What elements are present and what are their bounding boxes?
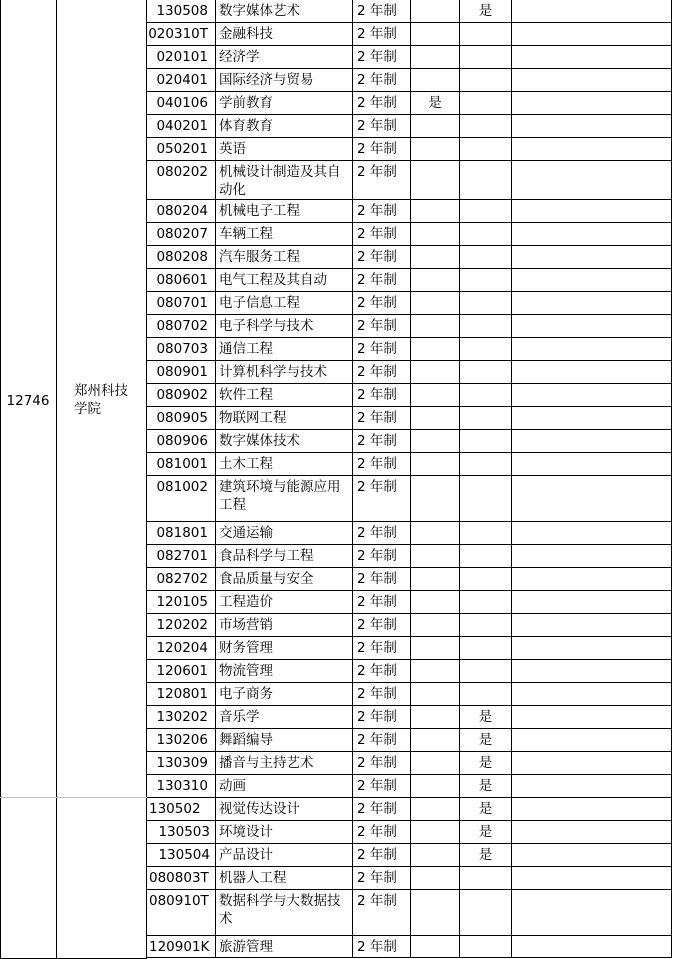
- program-length: 2 年制: [357, 893, 397, 909]
- grid-line: [146, 452, 672, 453]
- program-length: 2 年制: [357, 433, 397, 449]
- grid-line: [146, 268, 672, 269]
- program-length: 2 年制: [357, 456, 397, 472]
- major-code: 130508: [156, 3, 208, 19]
- major-name: 交通运输: [219, 525, 273, 541]
- major-name: 食品科学与工程: [219, 548, 314, 564]
- grid-line: [146, 68, 672, 69]
- flag-b: 是: [478, 824, 493, 840]
- grid-line: [352, 0, 353, 958]
- program-length: 2 年制: [357, 755, 397, 771]
- program-length: 2 年制: [357, 341, 397, 357]
- grid-line: [146, 337, 672, 338]
- grid-line: [146, 383, 672, 384]
- program-length: 2 年制: [357, 640, 397, 656]
- program-length: 2 年制: [357, 847, 397, 863]
- flag-a: 是: [428, 95, 442, 111]
- major-code: 081001: [156, 456, 208, 472]
- grid-line: [215, 0, 216, 958]
- grid-line: [146, 843, 672, 844]
- grid-line: [146, 160, 672, 161]
- grid-line: [146, 360, 672, 361]
- major-name: 舞蹈编导: [219, 732, 273, 748]
- major-name: 财务管理: [219, 640, 273, 656]
- program-length: 2 年制: [357, 387, 397, 403]
- grid-line: [410, 0, 411, 958]
- program-length: 2 年制: [357, 686, 397, 702]
- major-code: 080902: [156, 387, 208, 403]
- major-code: 020310T: [148, 26, 208, 42]
- major-name: 建筑环境与能源应用工程: [219, 479, 341, 513]
- program-length: 2 年制: [357, 732, 397, 748]
- major-code: 130502: [149, 801, 201, 817]
- major-name: 国际经济与贸易: [219, 72, 314, 88]
- grid-line: [146, 682, 672, 683]
- grid-line: [671, 0, 672, 958]
- major-code: 081801: [156, 525, 208, 541]
- flag-b: 是: [478, 709, 493, 725]
- major-name: 电子信息工程: [219, 295, 300, 311]
- major-code: 120601: [156, 663, 208, 679]
- grid-line: [146, 429, 672, 430]
- flag-b: 是: [478, 801, 493, 817]
- major-name: 产品设计: [219, 847, 273, 863]
- major-code: 120901K: [149, 939, 210, 955]
- major-code: 050201: [156, 141, 208, 157]
- major-code: 130310: [156, 778, 208, 794]
- program-length: 2 年制: [357, 226, 397, 242]
- major-name: 金融科技: [219, 26, 273, 42]
- flag-b: 是: [478, 778, 493, 794]
- program-length: 2 年制: [357, 824, 397, 840]
- grid-line: [146, 935, 672, 936]
- grid-line: [0, 797, 147, 798]
- program-length: 2 年制: [357, 801, 397, 817]
- program-length: 2 年制: [357, 26, 397, 42]
- program-length: 2 年制: [357, 778, 397, 794]
- major-name: 物流管理: [219, 663, 273, 679]
- program-length: 2 年制: [357, 709, 397, 725]
- major-name: 学前教育: [219, 95, 273, 111]
- major-name: 经济学: [219, 49, 260, 65]
- major-name: 市场营销: [219, 617, 273, 633]
- grid-line: [146, 567, 672, 568]
- major-name: 数据科学与大数据技术: [219, 893, 341, 927]
- program-length: 2 年制: [357, 410, 397, 426]
- grid-line: [146, 590, 672, 591]
- major-code: 080701: [156, 295, 208, 311]
- major-name: 数字媒体技术: [219, 433, 300, 449]
- major-code: 080208: [156, 249, 208, 265]
- program-length: 2 年制: [357, 594, 397, 610]
- major-code: 130202: [156, 709, 208, 725]
- program-length: 2 年制: [357, 548, 397, 564]
- major-name: 电气工程及其自动: [219, 272, 327, 288]
- major-code: 080207: [156, 226, 208, 242]
- major-name: 体育教育: [219, 118, 273, 134]
- grid-line: [146, 406, 672, 407]
- major-name: 播音与主持艺术: [219, 755, 314, 771]
- program-length: 2 年制: [357, 571, 397, 587]
- grid-line: [146, 774, 672, 775]
- program-length: 2 年制: [357, 295, 397, 311]
- major-code: 080901: [156, 364, 208, 380]
- grid-line: [146, 137, 672, 138]
- major-code: 080204: [156, 203, 208, 219]
- major-name: 音乐学: [219, 709, 260, 725]
- program-length: 2 年制: [357, 525, 397, 541]
- major-code: 081002: [156, 479, 208, 495]
- flag-b: 是: [478, 847, 493, 863]
- major-code: 020401: [156, 72, 208, 88]
- major-code: 130504: [158, 847, 210, 863]
- major-code: 082702: [156, 571, 208, 587]
- major-name: 机械设计制造及其自动化: [219, 164, 341, 198]
- major-name: 工程造价: [219, 594, 273, 610]
- grid-line: [146, 22, 672, 23]
- flag-b: 是: [478, 3, 493, 19]
- flag-b: 是: [478, 755, 493, 771]
- major-code: 082701: [156, 548, 208, 564]
- major-name: 英语: [219, 141, 246, 157]
- program-length: 2 年制: [357, 72, 397, 88]
- program-length: 2 年制: [357, 318, 397, 334]
- major-name: 数字媒体艺术: [219, 3, 300, 19]
- major-code: 080910T: [149, 893, 209, 909]
- major-name: 食品质量与安全: [219, 571, 314, 587]
- grid-line: [146, 797, 672, 798]
- major-name: 汽车服务工程: [219, 249, 300, 265]
- major-name: 电子科学与技术: [219, 318, 314, 334]
- major-name: 车辆工程: [219, 226, 273, 242]
- grid-line: [146, 245, 672, 246]
- grid-line: [511, 0, 512, 958]
- grid-line: [146, 728, 672, 729]
- program-length: 2 年制: [357, 141, 397, 157]
- major-code: 120801: [156, 686, 208, 702]
- grid-line: [146, 659, 672, 660]
- major-code: 080906: [156, 433, 208, 449]
- major-name: 物联网工程: [219, 410, 287, 426]
- program-length: 2 年制: [357, 939, 397, 955]
- program-length: 2 年制: [357, 203, 397, 219]
- major-code: 120202: [156, 617, 208, 633]
- major-code: 080202: [156, 164, 208, 180]
- major-name: 土木工程: [219, 456, 273, 472]
- program-length: 2 年制: [357, 164, 397, 180]
- grid-line: [146, 613, 672, 614]
- major-code: 130309: [156, 755, 208, 771]
- program-length: 2 年制: [357, 663, 397, 679]
- school-name: 郑州科技学院: [74, 383, 128, 417]
- major-name: 软件工程: [219, 387, 273, 403]
- major-code: 080601: [156, 272, 208, 288]
- grid-line: [146, 314, 672, 315]
- grid-line: [146, 45, 672, 46]
- program-length: 2 年制: [357, 118, 397, 134]
- major-code: 040106: [156, 95, 208, 111]
- grid-line: [0, 0, 1, 959]
- grid-line: [146, 291, 672, 292]
- major-code: 120204: [156, 640, 208, 656]
- major-name: 机械电子工程: [219, 203, 300, 219]
- grid-line: [146, 820, 672, 821]
- grid-line: [146, 222, 672, 223]
- grid-line: [146, 705, 672, 706]
- major-name: 旅游管理: [219, 939, 273, 955]
- grid-line: [146, 866, 672, 867]
- major-name: 动画: [219, 778, 246, 794]
- major-code: 130503: [158, 824, 210, 840]
- grid-line: [146, 91, 672, 92]
- grid-line: [56, 0, 57, 959]
- program-length: 2 年制: [357, 364, 397, 380]
- major-code: 040201: [156, 118, 208, 134]
- program-length: 2 年制: [357, 3, 397, 19]
- grid-line: [146, 889, 672, 890]
- program-length: 2 年制: [357, 95, 397, 111]
- program-length: 2 年制: [357, 272, 397, 288]
- grid-line: [146, 751, 672, 752]
- major-code: 080803T: [149, 870, 209, 886]
- major-code: 080703: [156, 341, 208, 357]
- grid-line: [146, 114, 672, 115]
- major-name: 计算机科学与技术: [219, 364, 327, 380]
- major-name: 环境设计: [219, 824, 273, 840]
- program-length: 2 年制: [357, 617, 397, 633]
- program-length: 2 年制: [357, 249, 397, 265]
- major-code: 080905: [156, 410, 208, 426]
- grid-line: [146, 199, 672, 200]
- major-name: 机器人工程: [219, 870, 287, 886]
- major-name: 视觉传达设计: [219, 801, 300, 817]
- major-name: 通信工程: [219, 341, 273, 357]
- grid-line: [146, 521, 672, 522]
- major-code: 120105: [156, 594, 208, 610]
- program-length: 2 年制: [357, 870, 397, 886]
- major-code: 080702: [156, 318, 208, 334]
- grid-line: [146, 636, 672, 637]
- grid-line: [146, 544, 672, 545]
- program-length: 2 年制: [357, 49, 397, 65]
- major-name: 电子商务: [219, 686, 273, 702]
- school-code: 12746: [6, 393, 50, 409]
- grid-line: [146, 475, 672, 476]
- flag-b: 是: [478, 732, 493, 748]
- program-length: 2 年制: [357, 479, 397, 495]
- major-code: 130206: [156, 732, 208, 748]
- major-code: 020101: [156, 49, 208, 65]
